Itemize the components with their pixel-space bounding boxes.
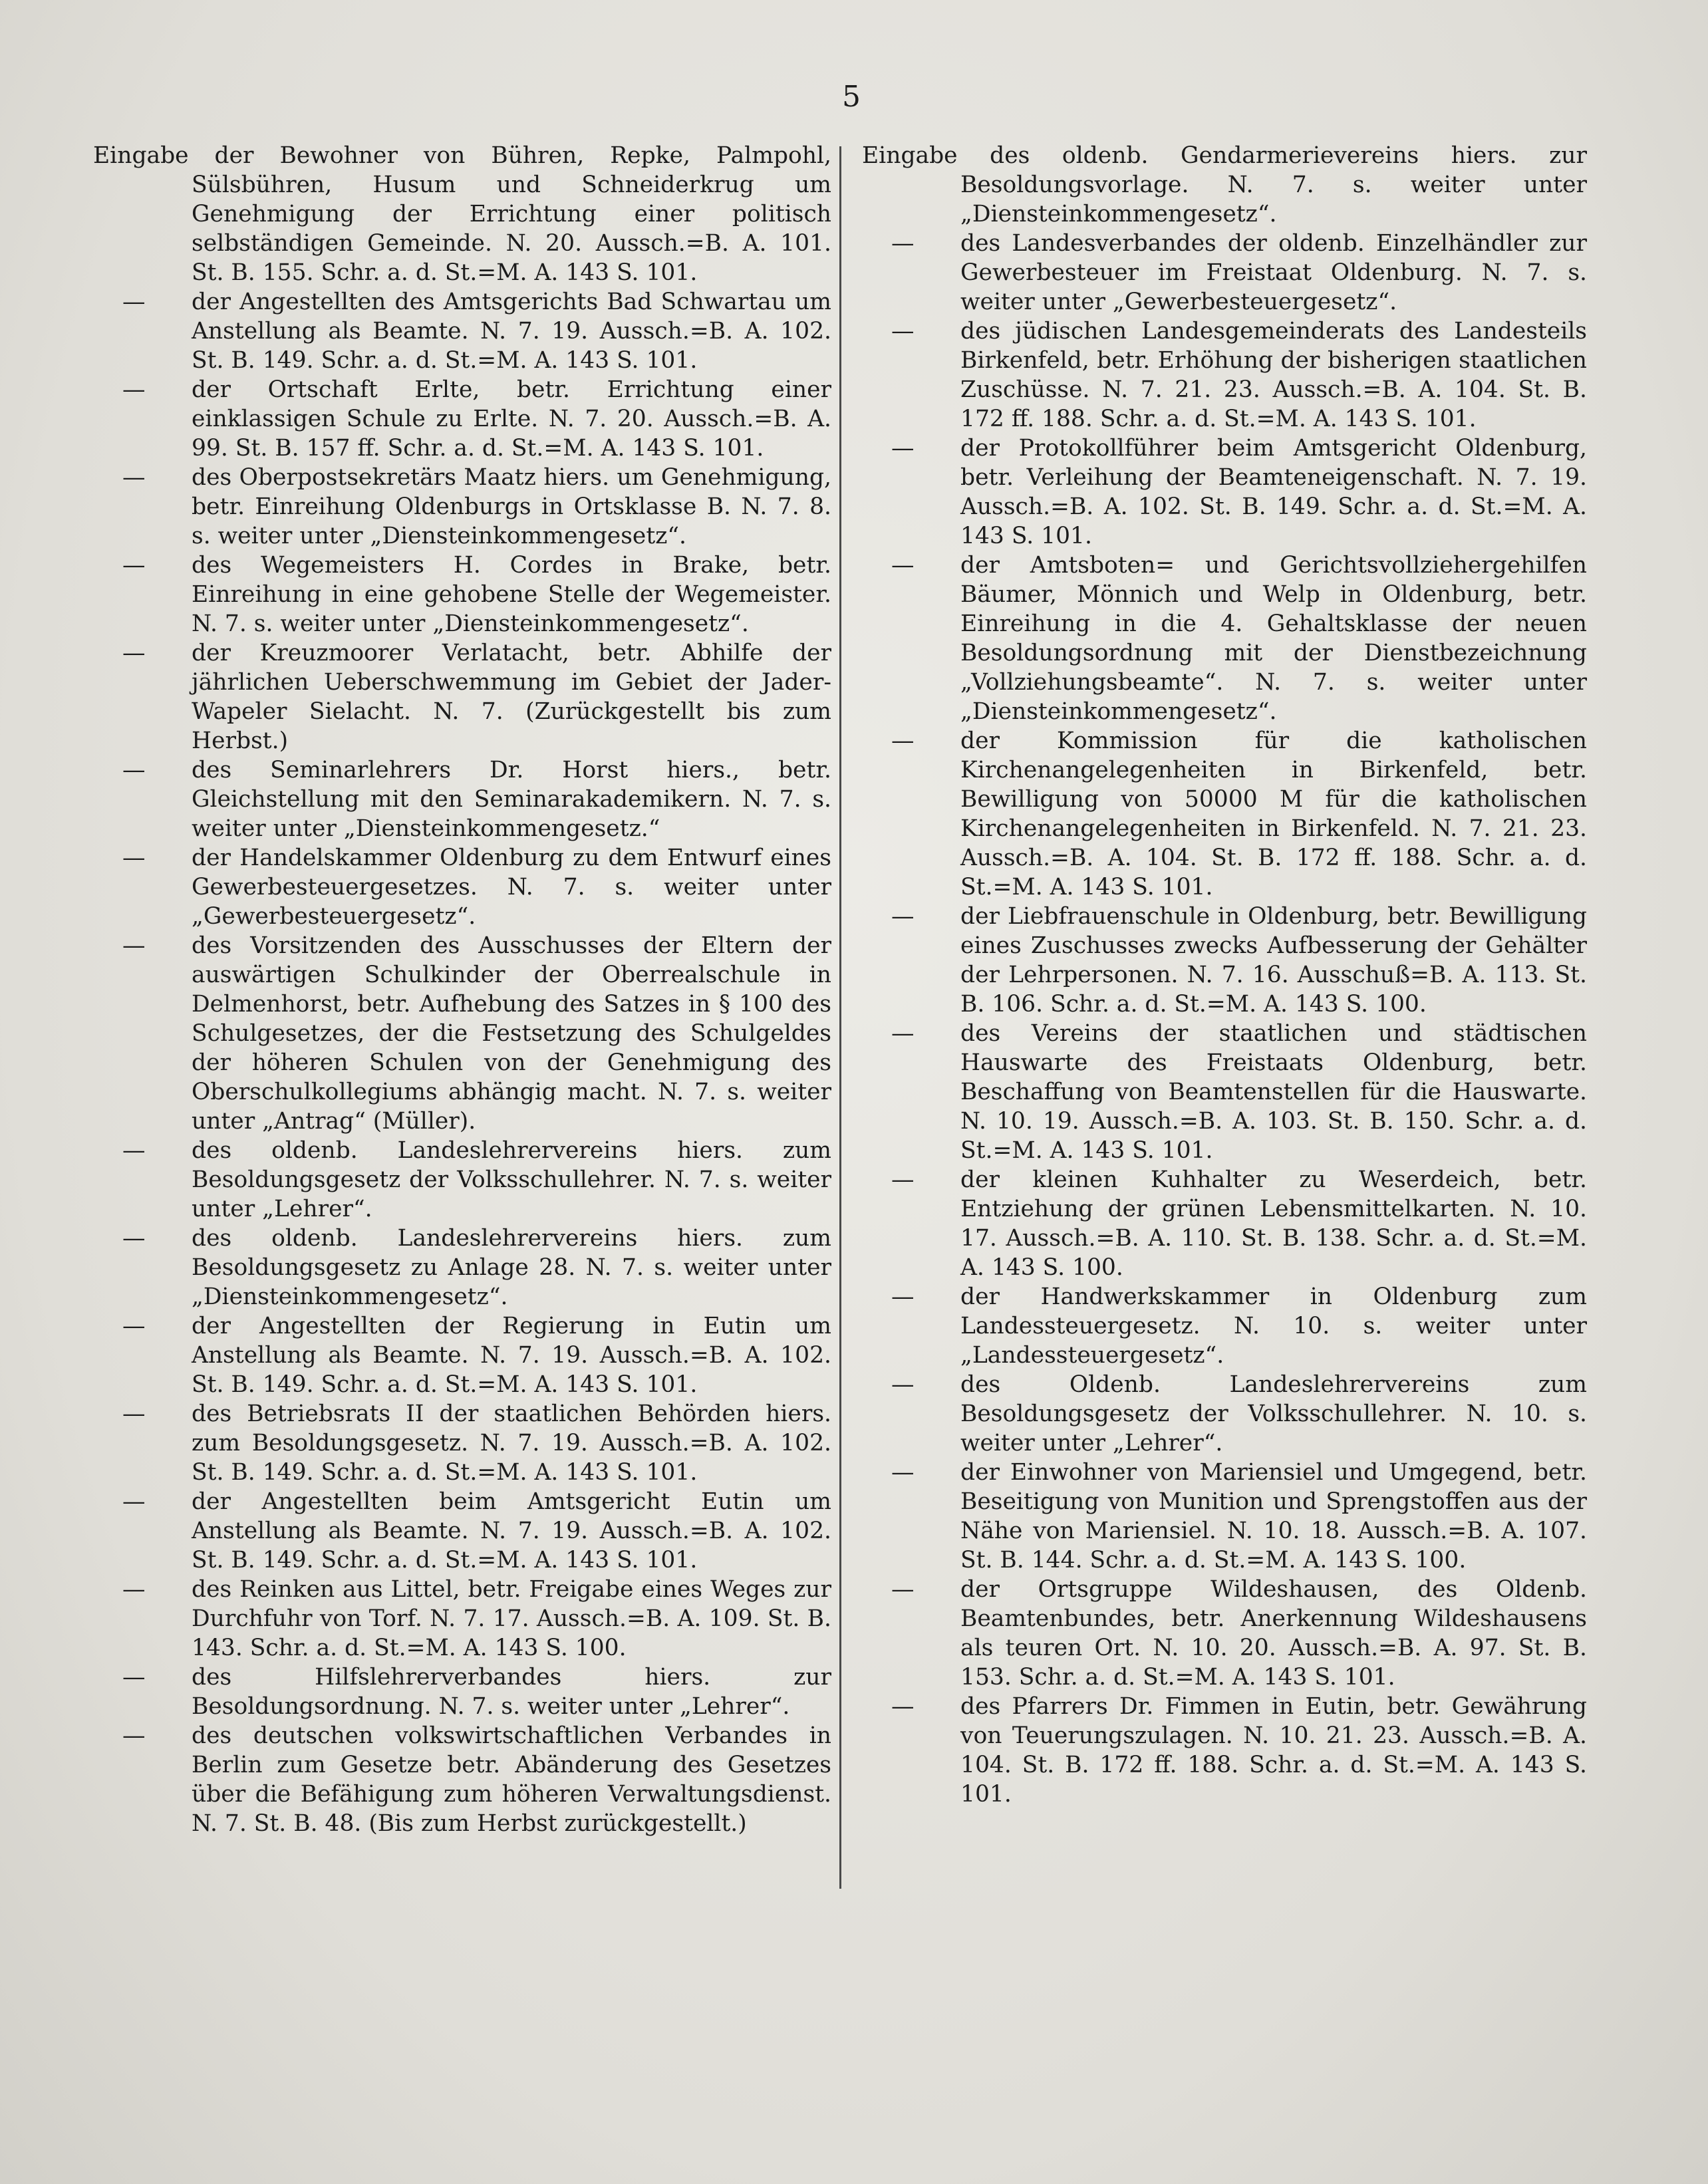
entry-dash: — — [891, 1284, 915, 1310]
entry-item — [862, 1458, 1587, 1575]
entry-dash: — — [122, 1664, 146, 1691]
entry-text: der Angestellten der Regierung in Eutin um Anstellung als Beamte. N. 7. 19. Aussch.=B. A. 102. St. B. 149. Schr. a. d. St.=M. A. 143 S. 101. — [192, 1313, 831, 1398]
entry-text: der Kreuzmoorer Verlatacht, betr. Abhilfe der jährlichen Ueberschwemmung im Gebiet der Jader-Wapeler Sielacht. N. 7. (Zurückgestellt bis zum Herbst.) — [192, 640, 831, 754]
entry-item — [93, 287, 831, 375]
entry-item — [93, 1224, 831, 1311]
entry-text: der kleinen Kuhhalter zu Weserdeich, betr. Entziehung der grünen Lebensmittelkarten. N. 10. 17. Aussch.=B. A. 110. St. B. 138. Schr. a. d. St.=M. A. 143 S. 100. — [960, 1166, 1587, 1281]
entry-text: der Liebfrauenschule in Oldenburg, betr. Bewilligung eines Zuschusses zwecks Aufbesserung der Gehälter der Lehrpersonen. N. 7. 16. Ausschuß=B. A. 113. St. B. 106. Schr. a. d. St.=M. A. 143 S. 100. — [960, 903, 1587, 1018]
entry-dash: — — [122, 1401, 146, 1427]
entry-item — [93, 638, 831, 755]
entry-dash: — — [891, 1693, 915, 1720]
entry-item — [93, 843, 831, 931]
entry-text: der Kommission für die katholischen Kirchenangelegenheiten in Birkenfeld, betr. Bewilligung von 50000 M für die katholischen Kirchenangelegenheiten in Birkenfeld. N. 7. 21. 23. Aussch.=B. A. 104. St. B. 172 ff. 188. Schr. a. d. St.=M. A. 143 S. 101. — [960, 728, 1587, 900]
right-column — [862, 141, 1587, 1809]
entry-item — [93, 551, 831, 638]
entry-text: des Seminarlehrers Dr. Horst hiers., betr. Gleichstellung mit den Seminarakademikern. N. 7. s. weiter unter „Diensteinkommengesetz.“ — [192, 757, 831, 842]
entry-dash: — — [122, 552, 146, 579]
entry-text: der Protokollführer beim Amtsgericht Oldenburg, betr. Verleihung der Beamteneigenschaft. N. 7. 19. Aussch.=B. A. 102. St. B. 149. Schr. a. d. St.=M. A. 143 S. 101. — [960, 435, 1587, 549]
entry-dash: — — [122, 464, 146, 491]
entry-text: der Handwerkskammer in Oldenburg zum Landessteuergesetz. N. 10. s. weiter unter „Landessteuergesetz“. — [960, 1284, 1587, 1369]
entry-item — [862, 1019, 1587, 1165]
entry-dash: — — [891, 1576, 915, 1603]
entry-dash: — — [122, 1488, 146, 1515]
entry-dash: — — [891, 552, 915, 579]
entry-dash: — — [891, 318, 915, 344]
entry-text: des Oberpostsekretärs Maatz hiers. um Genehmigung, betr. Einreihung Oldenburgs in Ortsklasse B. N. 7. 8. s. weiter unter „Diensteinkommengesetz“. — [192, 464, 831, 549]
entry-item — [93, 463, 831, 551]
entry-item — [862, 1575, 1587, 1692]
entry-item — [862, 1165, 1587, 1282]
entry-dash: — — [891, 435, 915, 462]
entry-dash: — — [122, 1576, 146, 1603]
entry-text: Eingabe der Bewohner von Bühren, Repke, Palmpohl, Sülsbühren, Husum und Schneiderkrug um Genehmigung der Errichtung einer politisch selbständigen Gemeinde. N. 20. Aussch.=B. A. 101. St. B. 155. Schr. a. d. St.=M. A. 143 S. 101. — [93, 142, 831, 286]
entry-dash: — — [122, 845, 146, 871]
entry-dash: — — [122, 640, 146, 666]
entry-text: der Ortsgruppe Wildeshausen, des Oldenb. Beamtenbundes, betr. Anerkennung Wildeshausens als teuren Ort. N. 10. 20. Aussch.=B. A. 97. St. B. 153. Schr. a. d. St.=M. A. 143 S. 101. — [960, 1576, 1587, 1691]
entry-item — [862, 1282, 1587, 1370]
left-column — [93, 141, 831, 1838]
entry-text: der Ortschaft Erlte, betr. Errichtung einer einklassigen Schule zu Erlte. N. 7. 20. Aussch.=B. A. 99. St. B. 157 ff. Schr. a. d. St.=M. A. 143 S. 101. — [192, 376, 831, 462]
entry-dash: — — [122, 1137, 146, 1164]
entry-text: des Pfarrers Dr. Fimmen in Eutin, betr. Gewährung von Teuerungszulagen. N. 10. 21. 23. Aussch.=B. A. 104. St. B. 172 ff. 188. Schr. a. d. St.=M. A. 143 S. 101. — [960, 1693, 1587, 1808]
entry-item — [862, 551, 1587, 726]
entry-heading — [862, 141, 1587, 229]
entry-dash: — — [891, 903, 915, 930]
entry-item — [862, 317, 1587, 434]
entry-item — [862, 902, 1587, 1019]
entry-dash: — — [122, 1225, 146, 1252]
entry-text: des deutschen volkswirtschaftlichen Verbandes in Berlin zum Gesetze betr. Abänderung des Gesetzes über die Befähigung zum höheren Verwaltungsdienst. N. 7. St. B. 48. (Bis zum Herbst zurückgestellt.) — [192, 1722, 831, 1837]
entry-dash: — — [122, 289, 146, 315]
entry-text: der Amtsboten= und Gerichtsvollziehergehilfen Bäumer, Mönnich und Welp in Oldenburg, betr. Einreihung in die 4. Gehaltsklasse der neuen Besoldungsordnung mit der Dienstbezeichnung „Vollziehungsbeamte“. N. 7. s. weiter unter „Diensteinkommengesetz“. — [960, 552, 1587, 725]
column-divider — [839, 146, 841, 1889]
entry-item — [93, 931, 831, 1136]
entry-item — [93, 1487, 831, 1575]
entry-text: des Oldenb. Landeslehrervereins zum Besoldungsgesetz der Volksschullehrer. N. 10. s. weiter unter „Lehrer“. — [960, 1371, 1587, 1456]
entry-text: Eingabe des oldenb. Gendarmerievereins hiers. zur Besoldungsvorlage. N. 7. s. weiter unter „Diensteinkommengesetz“. — [862, 142, 1587, 227]
entry-text: des Hilfslehrerverbandes hiers. zur Besoldungsordnung. N. 7. s. weiter unter „Lehrer“. — [192, 1664, 831, 1720]
entry-text: des Wegemeisters H. Cordes in Brake, betr. Einreihung in eine gehobene Stelle der Wegemeister. N. 7. s. weiter unter „Diensteinkommengesetz“. — [192, 552, 831, 637]
entry-text: des Reinken aus Littel, betr. Freigabe eines Weges zur Durchfuhr von Torf. N. 7. 17. Aussch.=B. A. 109. St. B. 143. Schr. a. d. St.=M. A. 143 S. 100. — [192, 1576, 831, 1661]
entry-text: des Vorsitzenden des Ausschusses der Eltern der auswärtigen Schulkinder der Oberrealschule in Delmenhorst, betr. Aufhebung des Satzes in § 100 des Schulgesetzes, der die Festsetzung des Schulgeldes der höheren Schulen von der Genehmigung des Oberschulkollegiums abhängig macht. N. 7. s. weiter unter „Antrag“ (Müller). — [192, 932, 831, 1135]
entry-dash: — — [891, 1020, 915, 1047]
entry-item — [93, 755, 831, 843]
entry-item — [862, 1370, 1587, 1458]
entry-dash: — — [891, 1166, 915, 1193]
entry-dash: — — [891, 1371, 915, 1398]
entry-dash: — — [891, 230, 915, 257]
page-number: 5 — [842, 80, 861, 114]
entry-dash: — — [122, 1722, 146, 1749]
entry-heading — [93, 141, 831, 287]
entry-item — [862, 726, 1587, 902]
entry-dash: — — [891, 728, 915, 754]
entry-text: der Handelskammer Oldenburg zu dem Entwurf eines Gewerbesteuergesetzes. N. 7. s. weiter unter „Gewerbesteuergesetz“. — [192, 845, 831, 930]
entry-text: des jüdischen Landesgemeinderats des Landesteils Birkenfeld, betr. Erhöhung der bisherigen staatlichen Zuschüsse. N. 7. 21. 23. Aussch.=B. A. 104. St. B. 172 ff. 188. Schr. a. d. St.=M. A. 143 S. 101. — [960, 318, 1587, 432]
entry-text: des Betriebsrats II der staatlichen Behörden hiers. zum Besoldungsgesetz. N. 7. 19. Aussch.=B. A. 102. St. B. 149. Schr. a. d. St.=M. A. 143 S. 101. — [192, 1401, 831, 1486]
entry-text: des oldenb. Landeslehrervereins hiers. zum Besoldungsgesetz der Volksschullehrer. N. 7. s. weiter unter „Lehrer“. — [192, 1137, 831, 1222]
entry-item — [93, 1311, 831, 1399]
entry-item — [93, 1399, 831, 1487]
entry-text: der Angestellten des Amtsgerichts Bad Schwartau um Anstellung als Beamte. N. 7. 19. Aussch.=B. A. 102. St. B. 149. Schr. a. d. St.=M. A. 143 S. 101. — [192, 289, 831, 374]
entry-text: der Einwohner von Mariensiel und Umgegend, betr. Beseitigung von Munition und Sprengstoffen aus der Nähe von Mariensiel. N. 10. 18. Aussch.=B. A. 107. St. B. 144. Schr. a. d. St.=M. A. 143 S. 100. — [960, 1459, 1587, 1573]
entry-item — [93, 1575, 831, 1663]
entry-item — [93, 1663, 831, 1721]
entry-item — [862, 434, 1587, 551]
entry-item — [862, 229, 1587, 317]
entry-text: der Angestellten beim Amtsgericht Eutin um Anstellung als Beamte. N. 7. 19. Aussch.=B. A. 102. St. B. 149. Schr. a. d. St.=M. A. 143 S. 101. — [192, 1488, 831, 1573]
entry-dash: — — [122, 1313, 146, 1339]
entry-text: des Landesverbandes der oldenb. Einzelhändler zur Gewerbesteuer im Freistaat Oldenburg. N. 7. s. weiter unter „Gewerbesteuergesetz“. — [960, 230, 1587, 315]
entry-item — [862, 1692, 1587, 1809]
entry-item — [93, 1721, 831, 1838]
entry-dash: — — [122, 757, 146, 783]
entry-item — [93, 375, 831, 463]
entry-item — [93, 1136, 831, 1224]
entry-dash: — — [122, 376, 146, 403]
entry-dash: — — [891, 1459, 915, 1486]
entry-text: des oldenb. Landeslehrervereins hiers. zum Besoldungsgesetz zu Anlage 28. N. 7. s. weiter unter „Diensteinkommengesetz“. — [192, 1225, 831, 1310]
entry-dash: — — [122, 932, 146, 959]
entry-text: des Vereins der staatlichen und städtischen Hauswarte des Freistaats Oldenburg, betr. Beschaffung von Beamtenstellen für die Hauswarte. N. 10. 19. Aussch.=B. A. 103. St. B. 150. Schr. a. d. St.=M. A. 143 S. 101. — [960, 1020, 1587, 1164]
